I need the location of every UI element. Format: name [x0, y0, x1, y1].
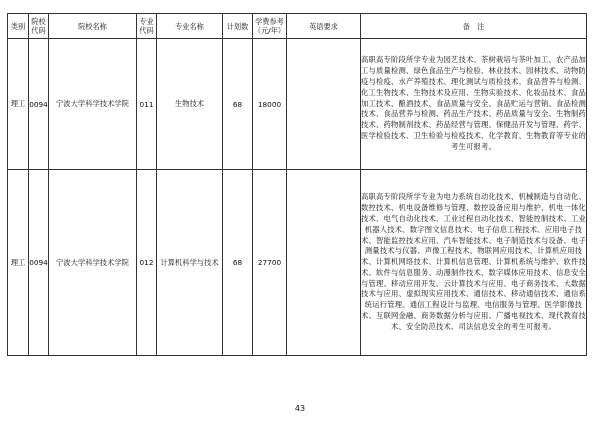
cell-school-code: 0094 [29, 170, 49, 356]
cell-category: 理工 [8, 170, 29, 356]
cell-plan-count: 68 [223, 39, 253, 170]
table-row [8, 39, 587, 170]
cell-tuition: 27700 [253, 170, 287, 356]
cell-major-code: 011 [137, 39, 157, 170]
table-row [8, 170, 587, 356]
header-school-code-text: 院校 代码 [31, 17, 46, 35]
cell-category: 理工 [8, 39, 29, 170]
header-tuition-text: 学费参考 （元/年） [253, 17, 286, 35]
cell-plan-count: 68 [223, 170, 253, 356]
header-major-name: 专业名称 [157, 14, 223, 39]
cell-english-requirement [287, 39, 361, 170]
header-school-code [29, 14, 49, 39]
cell-school-name: 宁波大学科学技术学院 [49, 39, 137, 170]
header-major-code-text: 专业 代码 [139, 17, 154, 35]
header-school-name: 院校名称 [49, 14, 137, 39]
page-number: 43 [294, 404, 306, 413]
header-tuition [253, 14, 287, 39]
cell-school-name: 宁波大学科学技术学院 [49, 170, 137, 356]
cell-remarks: 高职高专阶段所学专业为园艺技术、茶树栽培与茶叶加工、农产品加工与质量检测、绿色食品生产与检验、林业技术、园林技术、动物防疫与检疫、水产养殖技术、理化测试与质检技术、食品营养与检测、化工生物技术、生物技术及应用、生物实验技术、化妆品技术、食品加工技术、酿酒技术、食品质量与安全、食品贮运与营销、食品检测技术、食品营养与检测、药品生产技术、药品质量与安全、生物制药技术、药物制剂技术、药品经营与管理、保健品开发与管理、药学、医学检验技术、卫生检验与检疫技术、化学教育、生物教育等专业的考生可报考。 [361, 39, 587, 170]
cell-school-code: 0094 [29, 39, 49, 170]
header-major-code [137, 14, 157, 39]
admissions-table [7, 13, 587, 356]
cell-major-code: 012 [137, 170, 157, 356]
cell-english-requirement [287, 170, 361, 356]
header-remarks: 备 注 [361, 14, 587, 39]
cell-tuition: 18000 [253, 39, 287, 170]
cell-major-name: 生物技术 [157, 39, 223, 170]
cell-remarks: 高职高专阶段所学专业为电力系统自动化技术、机械制造与自动化、数控技术、机电设备维修与管理、数控设备应用与维护、机电一体化技术、电气自动化技术、工业过程自动化技术、智能控制技术、工业机器人技术、数字图文信息技术、电子信息工程技术、应用电子技术、智能监控技术应用、汽车智能技术、电子制造技术与设备、电子测量技术与仪器、声像工程技术、物联网应用技术、计算机应用技术、计算机网络技术、计算机信息管理、计算机系统与维护、软件技术、软件与信息服务、动漫制作技术、数字媒体应用技术、信息安全与管理、移动应用开发、云计算技术与应用、电子商务技术、大数据技术与应用、虚拟现实应用技术、通信技术、移动通信技术、通信系统运行管理、通信工程设计与监理、电信服务与管理、医学影像技术、互联网金融、商务数据分析与应用、广播电视技术、现代教育技术、安全防范技术、司法信息安全的考生可报考。 [361, 170, 587, 356]
header-plan-count: 计划数 [223, 14, 253, 39]
cell-major-name: 计算机科学与技术 [157, 170, 223, 356]
table-header-row [8, 14, 587, 39]
header-english-requirement: 英语要求 [287, 14, 361, 39]
header-category: 类别 [8, 14, 29, 39]
